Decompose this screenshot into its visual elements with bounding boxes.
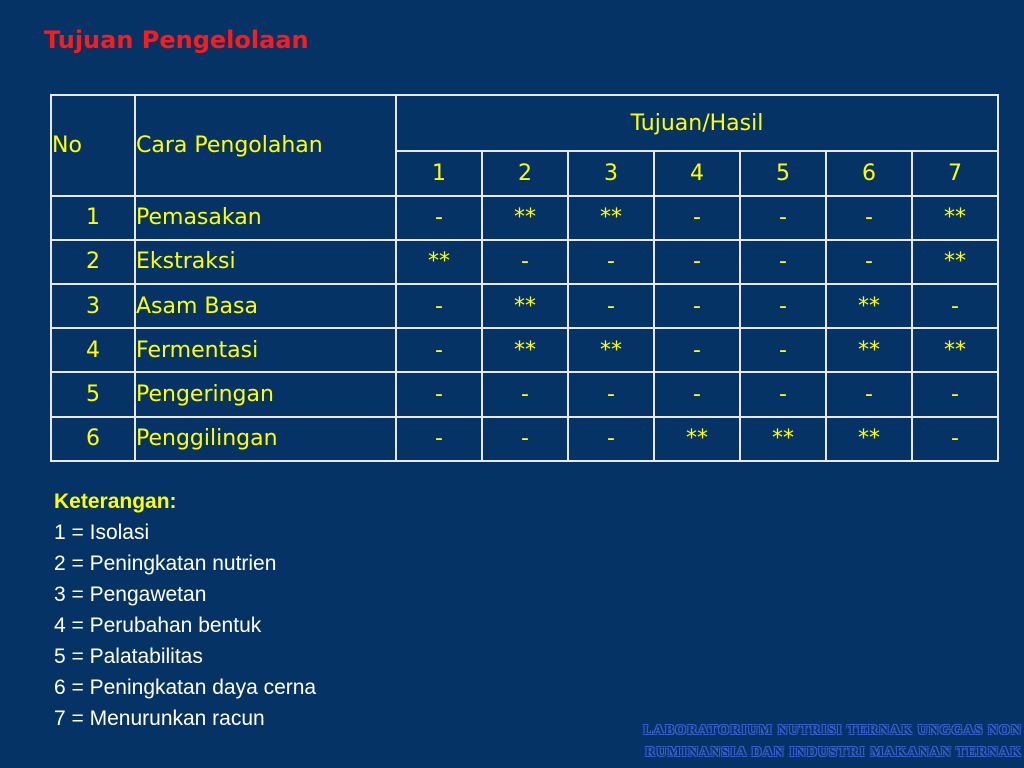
table-row	[51, 372, 998, 416]
legend-item: 6 = Peningkatan daya cerna	[54, 676, 317, 699]
table-row	[51, 284, 998, 328]
row-cell: -	[396, 328, 482, 372]
row-cell: **	[482, 284, 568, 328]
row-method: Pengeringan	[135, 372, 396, 416]
header-cara-pengolahan: Cara Pengolahan	[135, 95, 396, 196]
header-no: No	[51, 95, 135, 196]
row-cell: -	[654, 372, 740, 416]
row-cell: -	[396, 196, 482, 240]
row-number: 3	[51, 284, 135, 328]
legend	[54, 486, 316, 734]
table-row	[51, 417, 998, 461]
row-cell: -	[740, 328, 826, 372]
row-cell: -	[482, 240, 568, 284]
row-method: Penggilingan	[135, 417, 396, 461]
header-tujuan-hasil: Tujuan/Hasil	[396, 95, 998, 151]
row-cell: **	[568, 196, 654, 240]
row-cell: **	[568, 328, 654, 372]
table-row	[51, 196, 998, 240]
row-cell: **	[396, 240, 482, 284]
row-method: Pemasakan	[135, 196, 396, 240]
row-cell: -	[826, 240, 912, 284]
row-cell: -	[912, 284, 998, 328]
column-header: 5	[740, 151, 826, 195]
legend-item: 1 = Isolasi	[54, 521, 150, 544]
row-cell: **	[912, 328, 998, 372]
column-header: 7	[912, 151, 998, 195]
column-header: 4	[654, 151, 740, 195]
row-cell: -	[912, 372, 998, 416]
row-cell: **	[912, 240, 998, 284]
row-number: 2	[51, 240, 135, 284]
legend-heading: Keterangan:	[54, 490, 177, 513]
legend-item: 2 = Peningkatan nutrien	[54, 552, 277, 575]
row-method: Asam Basa	[135, 284, 396, 328]
row-number: 6	[51, 417, 135, 461]
row-cell: **	[482, 196, 568, 240]
row-cell: -	[482, 417, 568, 461]
legend-item: 7 = Menurunkan racun	[54, 707, 265, 730]
row-cell: -	[912, 417, 998, 461]
row-number: 4	[51, 328, 135, 372]
row-cell: -	[740, 284, 826, 328]
row-cell: -	[482, 372, 568, 416]
column-header: 2	[482, 151, 568, 195]
row-cell: -	[568, 372, 654, 416]
row-cell: -	[826, 372, 912, 416]
row-cell: **	[740, 417, 826, 461]
row-cell: **	[482, 328, 568, 372]
row-cell: **	[826, 417, 912, 461]
processing-table	[50, 94, 999, 462]
row-cell: -	[654, 196, 740, 240]
row-cell: -	[568, 417, 654, 461]
row-cell: -	[654, 284, 740, 328]
footer-institution	[643, 720, 1022, 764]
row-cell: **	[654, 417, 740, 461]
legend-item: 4 = Perubahan bentuk	[54, 614, 262, 637]
row-cell: **	[912, 196, 998, 240]
row-method: Fermentasi	[135, 328, 396, 372]
slide-title: Tujuan Pengelolaan	[44, 26, 309, 54]
footer-line: RUMINANSIA DAN INDUSTRI MAKANAN TERNAK	[645, 745, 1022, 760]
column-header: 3	[568, 151, 654, 195]
row-cell: -	[740, 196, 826, 240]
row-cell: **	[826, 284, 912, 328]
table-row	[51, 328, 998, 372]
row-cell: -	[568, 284, 654, 328]
row-cell: -	[396, 284, 482, 328]
row-cell: -	[740, 240, 826, 284]
row-cell: -	[654, 240, 740, 284]
legend-item: 5 = Palatabilitas	[54, 645, 203, 668]
row-cell: -	[568, 240, 654, 284]
row-cell: -	[740, 372, 826, 416]
table-row	[51, 240, 998, 284]
row-cell: **	[826, 328, 912, 372]
column-header: 1	[396, 151, 482, 195]
row-number: 5	[51, 372, 135, 416]
row-cell: -	[396, 417, 482, 461]
row-cell: -	[826, 196, 912, 240]
row-number: 1	[51, 196, 135, 240]
row-cell: -	[654, 328, 740, 372]
column-header: 6	[826, 151, 912, 195]
row-cell: -	[396, 372, 482, 416]
legend-item: 3 = Pengawetan	[54, 583, 207, 606]
footer-line: LABORATORIUM NUTRISI TERNAK UNGGAS NON	[643, 723, 1022, 738]
row-method: Ekstraksi	[135, 240, 396, 284]
